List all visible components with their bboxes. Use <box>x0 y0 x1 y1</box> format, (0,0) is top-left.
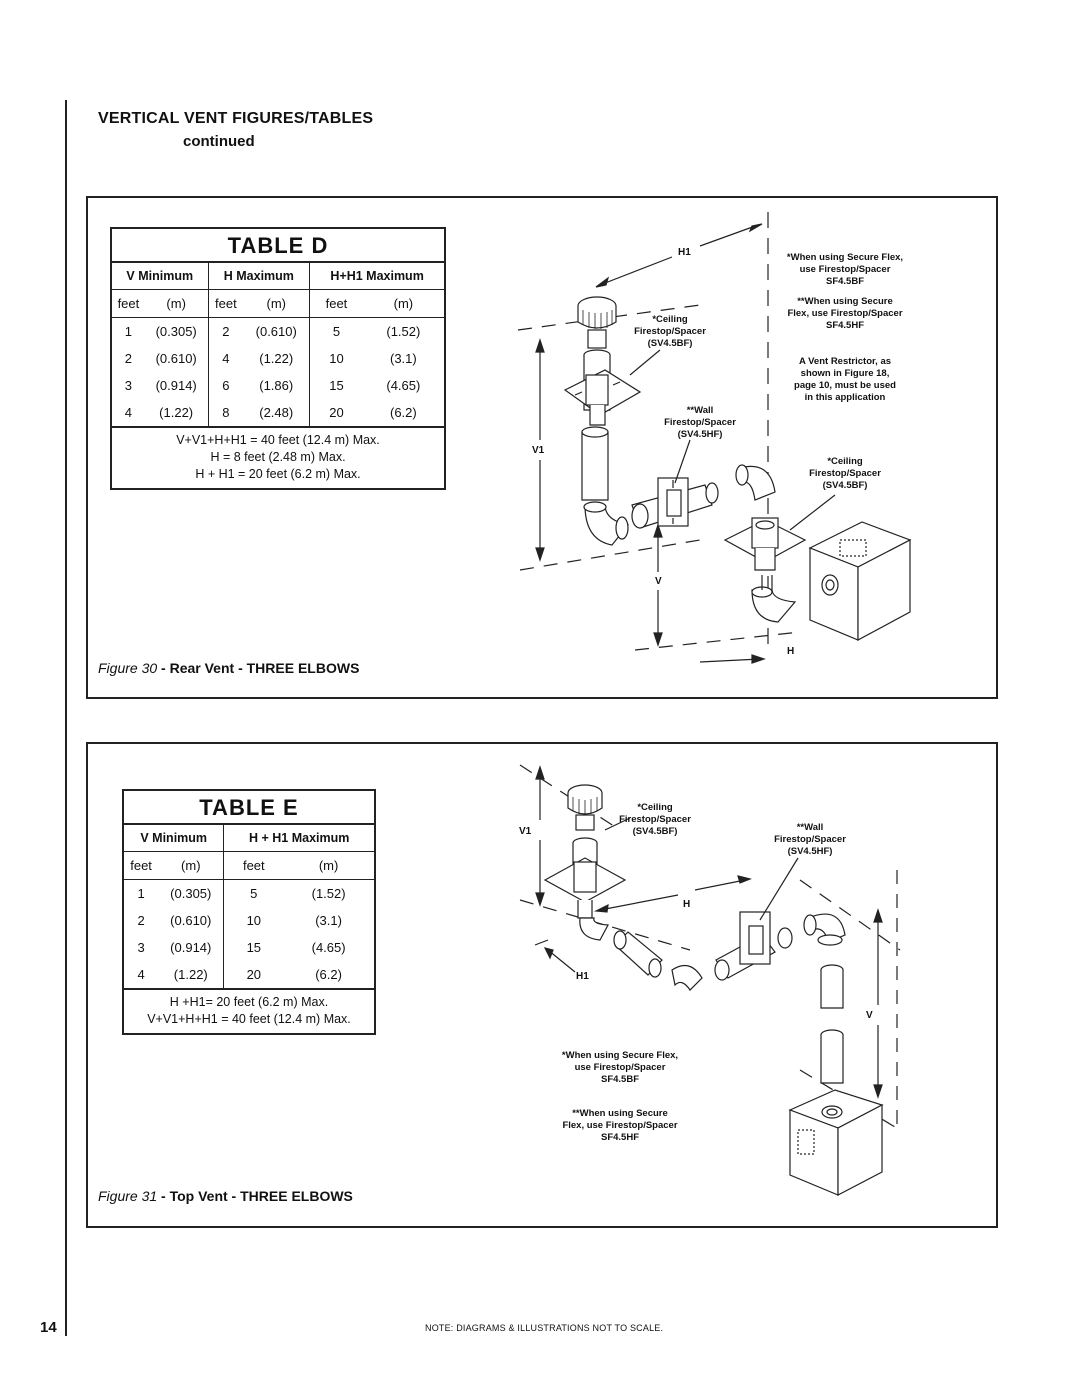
label-text: **When using Secure Flex, use Firestop/Spacer SF4.5HF <box>787 296 903 331</box>
table-cell: 10 <box>310 345 363 372</box>
dim-h: H <box>683 899 691 910</box>
table-cell: (2.48) <box>259 405 294 420</box>
table-d-header: H+H1 Maximum <box>310 262 444 290</box>
figure-31-number: Figure 31 <box>98 1188 158 1204</box>
dim-h1: H1 <box>576 971 589 982</box>
table-cell: 1 <box>124 324 133 339</box>
table-d-unit: (m) <box>363 290 444 318</box>
table-cell: 8 <box>208 399 243 426</box>
label-text: *Ceiling Firestop/Spacer (SV4.5BF) <box>634 314 706 349</box>
label-text: *When using Secure Flex, use Firestop/Spacer SF4.5BF <box>786 252 904 287</box>
page-number: 14 <box>40 1319 57 1336</box>
dim-h1: H1 <box>678 247 691 258</box>
table-cell: (4.65) <box>386 378 421 393</box>
table-e-unit: feet <box>124 852 158 880</box>
table-d-unit: feet <box>112 290 145 318</box>
table-d-header: V Minimum <box>112 262 208 290</box>
table-cell: (1.22) <box>259 351 294 366</box>
note-secure-flex-2 <box>545 1108 695 1144</box>
note-secure-flex-1 <box>545 1050 695 1086</box>
table-cell: (3.1) <box>389 351 417 366</box>
table-cell: (1.86) <box>259 378 294 393</box>
label-text: **Wall Firestop/Spacer (SV4.5HF) <box>664 405 736 440</box>
dim-v1: V1 <box>532 445 545 456</box>
table-cell: (0.914) <box>155 378 197 393</box>
table-d-unit: (m) <box>243 290 309 318</box>
section-subtitle: continued <box>183 133 255 150</box>
table-cell: (0.610) <box>255 324 297 339</box>
table-note: H = 8 feet (2.48 m) Max. <box>210 450 346 464</box>
table-e-header: H + H1 Maximum <box>224 824 374 852</box>
table-cell: 5 <box>310 318 363 346</box>
label-text: *Ceiling Firestop/Spacer (SV4.5BF) <box>619 802 691 837</box>
table-cell: (0.610) <box>170 913 212 928</box>
table-cell: (0.610) <box>155 351 197 366</box>
dim-v: V <box>655 576 662 587</box>
table-d-unit: (m) <box>145 290 208 318</box>
table-e-unit: (m) <box>283 852 374 880</box>
table-cell: 2 <box>137 913 145 928</box>
table-e-unit: (m) <box>158 852 224 880</box>
figure-31-title: - Top Vent - THREE ELBOWS <box>157 1188 353 1204</box>
table-e-title: TABLE E <box>199 795 299 820</box>
table-cell: (6.2) <box>315 967 342 982</box>
table-cell: 6 <box>208 372 243 399</box>
figure-30-title: - Rear Vent - THREE ELBOWS <box>157 660 360 676</box>
label-wall-firestop <box>760 822 860 858</box>
table-cell: (1.52) <box>386 324 421 339</box>
dim-v: V <box>866 1010 873 1021</box>
table-cell: 4 <box>124 405 133 420</box>
label-text: *Ceiling Firestop/Spacer (SV4.5BF) <box>809 456 881 491</box>
table-cell: 1 <box>137 886 145 901</box>
table-cell: 4 <box>208 345 243 372</box>
table-cell: (6.2) <box>389 405 417 420</box>
dim-h: H <box>787 646 795 657</box>
table-cell: 15 <box>310 372 363 399</box>
table-cell: 3 <box>124 378 133 393</box>
table-cell: 5 <box>224 880 283 908</box>
table-cell: (1.22) <box>159 405 194 420</box>
table-cell: 10 <box>224 907 283 934</box>
table-d-header: H Maximum <box>208 262 310 290</box>
table-e-header: V Minimum <box>124 824 224 852</box>
table-cell: 20 <box>224 961 283 988</box>
label-ceiling-firestop <box>610 802 700 838</box>
dim-v1: V1 <box>519 826 532 837</box>
section-title: VERTICAL VENT FIGURES/TABLES <box>98 110 374 127</box>
label-text: A Vent Restrictor, as shown in Figure 18, page 10, must be used in this application <box>794 356 896 403</box>
table-cell: 2 <box>208 318 243 346</box>
table-d-unit: feet <box>310 290 363 318</box>
table-d-title: TABLE D <box>227 233 329 258</box>
table-note: V+V1+H+H1 = 40 feet (12.4 m) Max. <box>147 1012 351 1026</box>
table-cell: 4 <box>137 967 145 982</box>
scale-note: NOTE: DIAGRAMS & ILLUSTRATIONS NOT TO SCALE. <box>425 1323 664 1333</box>
table-cell: 20 <box>310 399 363 426</box>
table-cell: 2 <box>124 351 133 366</box>
figure-30-number: Figure 30 <box>98 660 158 676</box>
label-text: **When using Secure Flex, use Firestop/Spacer SF4.5HF <box>562 1108 678 1143</box>
table-cell: (3.1) <box>315 913 342 928</box>
table-note: H +H1= 20 feet (6.2 m) Max. <box>169 995 329 1009</box>
table-cell: (1.22) <box>173 967 208 982</box>
table-cell: (1.52) <box>311 886 346 901</box>
label-text: **Wall Firestop/Spacer (SV4.5HF) <box>774 822 846 857</box>
table-e-unit: feet <box>224 852 283 880</box>
table-cell: (4.65) <box>311 940 346 955</box>
table-cell: 15 <box>224 934 283 961</box>
table-cell: (0.305) <box>155 324 197 339</box>
table-note: H + H1 = 20 feet (6.2 m) Max. <box>195 467 361 481</box>
table-note: V+V1+H+H1 = 40 feet (12.4 m) Max. <box>176 433 380 447</box>
label-text: *When using Secure Flex, use Firestop/Spacer SF4.5BF <box>561 1050 679 1085</box>
table-d-unit: feet <box>208 290 243 318</box>
table-cell: (0.914) <box>170 940 212 955</box>
table-cell: 3 <box>137 940 145 955</box>
table-cell: (0.305) <box>170 886 212 901</box>
